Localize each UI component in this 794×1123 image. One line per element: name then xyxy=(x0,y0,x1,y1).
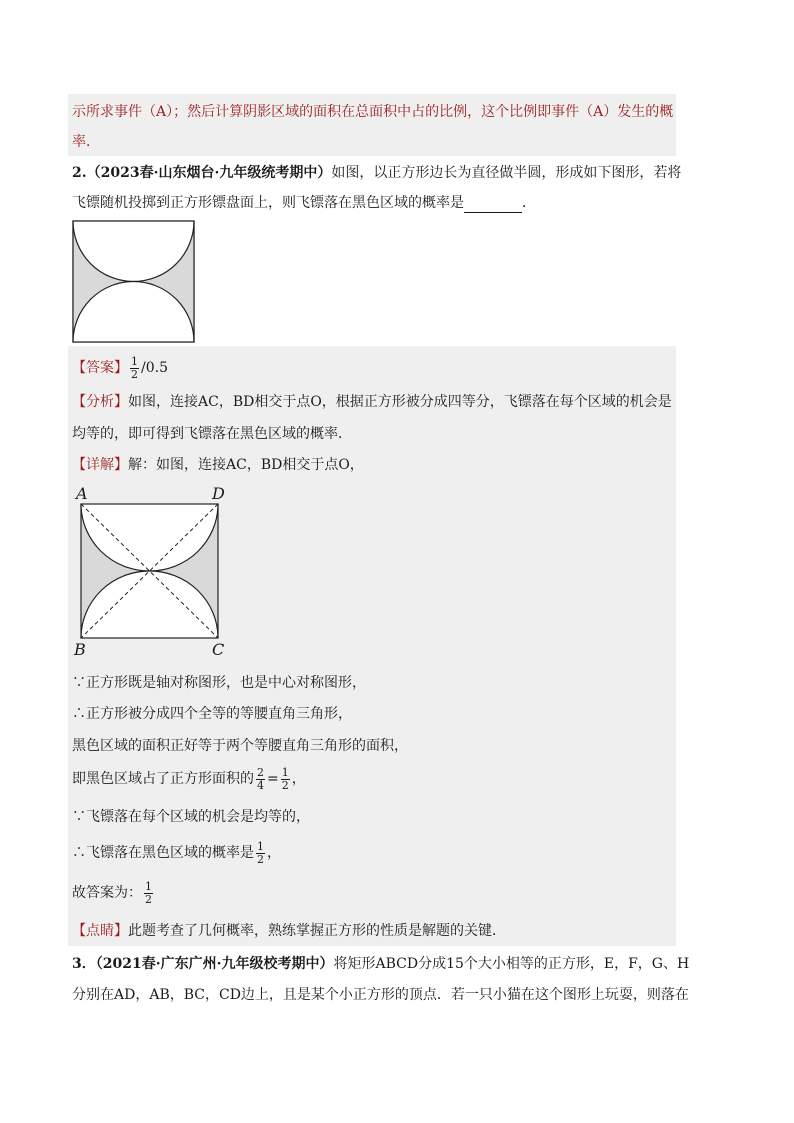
detail-line-1 xyxy=(72,455,364,475)
comment-text: 此题考查了几何概率，熟练掌握正方形的性质是解题的关键． xyxy=(128,923,506,939)
comment-tag: 【点睛】 xyxy=(72,923,128,939)
step-2: ∴正方形被分成四个全等的等腰直角三角形， xyxy=(72,706,352,722)
step-6-fraction: $\frac{1}{2}$ xyxy=(257,839,264,866)
q2-text-2: 飞镖随机投掷到正方形镖盘面上，则飞镖落在黑色区域的概率是 xyxy=(72,195,464,211)
answer-tag: 【答案】 xyxy=(72,360,128,376)
q2-line-2 xyxy=(72,193,536,213)
detail-text-1: 解：如图，连接AC，BD相交于点O， xyxy=(128,457,364,473)
label-B: B xyxy=(74,640,86,659)
analysis-text-1: 如图，连接AC，BD相交于点O，根据正方形被分成四等分，飞镖落在每个区域的机会是 xyxy=(128,394,672,410)
q2-source: （2023春·山东烟台·九年级统考期中） xyxy=(86,165,332,181)
final-fraction: $\frac{1}{2}$ xyxy=(145,879,152,906)
step-4-fraction-1: $\frac{2}{4}$ xyxy=(257,765,264,792)
analysis-line-1 xyxy=(72,392,672,412)
dartboard-figure xyxy=(72,220,196,344)
final-answer: 故答案为： $\frac{1}{2}$ xyxy=(72,879,152,906)
q2-line-1 xyxy=(72,163,681,183)
q2-text-1: 如图，以正方形边长为直径做半圆，形成如下图形，若将 xyxy=(331,165,682,181)
answer-alt: /0.5 xyxy=(141,360,168,376)
step-1: ∵正方形既是轴对称图形，也是中心对称图形， xyxy=(72,675,366,691)
label-A: A xyxy=(76,484,88,503)
comment-line xyxy=(72,921,506,941)
step-3: 黑色区域的面积正好等于两个等腰直角三角形的面积， xyxy=(72,738,408,754)
q3-line-1 xyxy=(72,954,689,974)
prev-tail-line-1: 示所求事件（A）；然后计算阴影区域的面积在总面积中占的比例，这个比例即事件（A）发生的概 xyxy=(72,104,674,120)
q3-line-2: 分别在AD，AB，BC，CD边上，且是某个小正方形的顶点．若一只小猫在这个图形上玩耍，则落在 xyxy=(72,987,689,1003)
q3-source: （2021春·广东广州·九年级校考期中） xyxy=(95,956,334,972)
q3-number: 3． xyxy=(72,956,96,972)
step-5: ∵飞镖落在每个区域的机会是均等的， xyxy=(72,809,310,825)
answer-line xyxy=(72,354,168,382)
analysis-line-2: 均等的，即可得到飞镖落在黑色区域的概率． xyxy=(72,426,352,442)
label-D: D xyxy=(212,484,225,503)
labelled-figure xyxy=(80,503,220,639)
detail-tag: 【详解】 xyxy=(72,457,128,473)
q2-text-2-end: ． xyxy=(522,195,536,211)
analysis-tag: 【分析】 xyxy=(72,394,128,410)
label-C: C xyxy=(212,640,225,659)
q2-number: 2. xyxy=(72,165,87,181)
prev-tail-line-2: 率． xyxy=(72,134,100,150)
step-4-fraction-2: $\frac{1}{2}$ xyxy=(281,765,289,792)
step-6: ∴飞镖落在黑色区域的概率是 $\frac{1}{2}$ ， xyxy=(72,839,281,866)
step-4: 即黑色区域占了正方形面积的 $\frac{2}{4}$ = $\frac{1}{2}$ ， xyxy=(72,765,306,792)
answer-blank xyxy=(464,198,522,213)
answer-fraction: $\frac{1}{2}$ xyxy=(131,354,138,381)
q3-text-1: 将矩形ABCD分成15个大小相等的正方形，E，F，G、H xyxy=(333,956,690,972)
